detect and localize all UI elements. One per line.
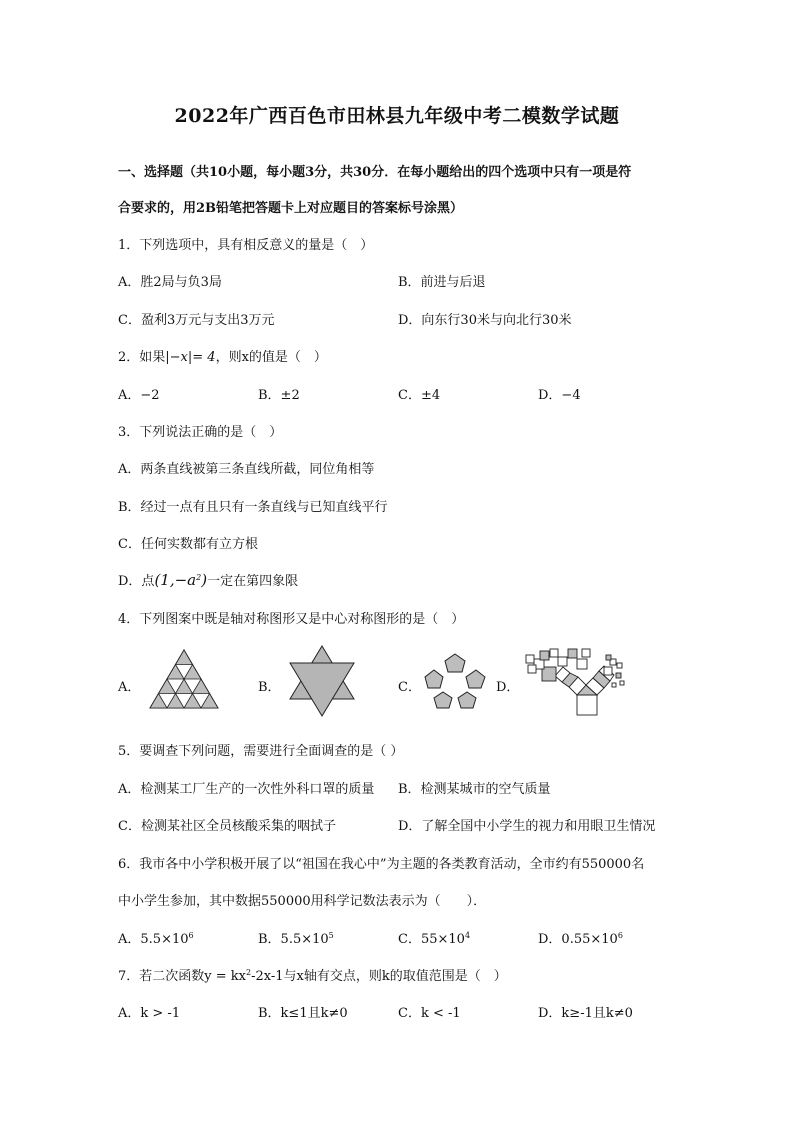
question-6-stem-line-2: 中小学生参加，其中数据550000用科学记数法表示为（ ）． (118, 894, 487, 909)
question-6-stem-line-1: 6．我市各中小学积极开展了以“祖国在我心中”为主题的各类教育活动，全市约有550000名 (118, 857, 645, 872)
question-2-option-c: C．±4 (398, 388, 441, 403)
question-5-option-d: D．了解全国中小学生的视力和用眼卫生情况 (398, 819, 656, 834)
figure-c-pentagon-ring (422, 652, 488, 710)
option-b-exponent: 5 (328, 931, 334, 940)
question-6-option-c (398, 928, 470, 947)
point-expr-base: (1,−a (154, 571, 197, 589)
question-7-stem (118, 965, 507, 984)
page-title: 2022年广西百色市田林县九年级中考二模数学试题 (174, 105, 620, 127)
question-4-option-c: C． (398, 680, 421, 695)
option-a-exponent: 6 (188, 931, 194, 940)
option-d-exponent: 6 (617, 931, 623, 940)
question-2-expression: |−x|= 4 (165, 350, 216, 365)
point-expr-close: ) (201, 571, 208, 589)
question-2-option-a: A．−2 (118, 388, 160, 403)
question-4-option-a: A． (118, 680, 141, 695)
question-3-stem: 3．下列说法正确的是（ ） (118, 425, 283, 440)
question-7-option-a: A．k > -1 (118, 1006, 181, 1021)
question-2-stem (118, 346, 327, 365)
question-3-option-c: C．任何实数都有立方根 (118, 537, 258, 552)
question-4-stem: 4．下列图案中既是轴对称图形又是中心对称图形的是（ ） (118, 612, 465, 627)
question-4-option-d: D． (496, 680, 520, 695)
question-1-option-a: A．胜2局与负3局 (118, 275, 222, 290)
question-7-option-c: C．k < -1 (398, 1006, 461, 1021)
question-1-option-c: C．盈利3万元与支出3万元 (118, 313, 275, 328)
option-b-base: B．5.5×10 (258, 932, 329, 947)
question-5-option-b: B．检测某城市的空气质量 (398, 782, 551, 797)
question-7-stem-pre: 7．若二次函数y = kx (118, 969, 246, 984)
figure-b-star-of-david (286, 644, 358, 718)
question-2-option-b: B．±2 (258, 388, 300, 403)
question-5-option-a: A．检测某工厂生产的一次性外科口罩的质量 (118, 782, 375, 797)
point-expr-exponent: 2 (196, 573, 202, 582)
section-heading-line-2: 合要求的，用2B铅笔把答题卡上对应题目的答案标号涂黑） (118, 201, 464, 216)
question-3-option-d-post: 一定在第四象限 (207, 574, 299, 589)
figure-d-pythagoras-tree (520, 645, 630, 717)
question-4-option-b: B． (258, 680, 281, 695)
question-7-stem-post: -2x-1与x轴有交点，则k的取值范围是（ ） (251, 969, 507, 984)
question-2-option-d: D．−4 (538, 388, 581, 403)
question-6-option-a (118, 928, 194, 947)
option-c-exponent: 4 (464, 931, 471, 940)
option-a-base: A．5.5×10 (118, 932, 189, 947)
question-7-option-b: B．k≤1且k≠0 (258, 1006, 348, 1021)
question-2-stem-pre: 2．如果 (118, 350, 166, 365)
question-5-stem: 5．要调查下列问题，需要进行全面调查的是（ ） (118, 744, 404, 759)
question-6-option-b (258, 928, 334, 947)
question-6-option-d (538, 928, 623, 947)
question-3-option-d (118, 570, 298, 589)
question-1-option-d: D．向东行30米与向北行30米 (398, 313, 572, 328)
question-7-option-d: D．k≥-1且k≠0 (538, 1006, 633, 1021)
question-1-stem: 1．下列选项中，具有相反意义的量是（ ） (118, 238, 374, 253)
figure-a-triangle-pattern (148, 648, 220, 710)
question-2-stem-post: ，则x的值是（ ） (215, 350, 327, 365)
question-7-stem-exponent: 2 (245, 968, 252, 977)
question-1-option-b: B．前进与后退 (398, 275, 486, 290)
option-c-base: C．55×10 (398, 932, 465, 947)
section-heading-line-1: 一、选择题（共10小题，每小题3分，共30分．在每小题给出的四个选项中只有一项是符 (118, 165, 632, 180)
option-d-base: D．0.55×10 (538, 932, 618, 947)
question-3-option-a: A．两条直线被第三条直线所截，同位角相等 (118, 462, 375, 477)
question-3-option-b: B．经过一点有且只有一条直线与已知直线平行 (118, 500, 388, 515)
question-3-option-d-pre: D．点 (118, 574, 155, 589)
question-3-point-expression (154, 571, 207, 589)
question-5-option-c: C．检测某社区全员核酸采集的咽拭子 (118, 819, 336, 834)
